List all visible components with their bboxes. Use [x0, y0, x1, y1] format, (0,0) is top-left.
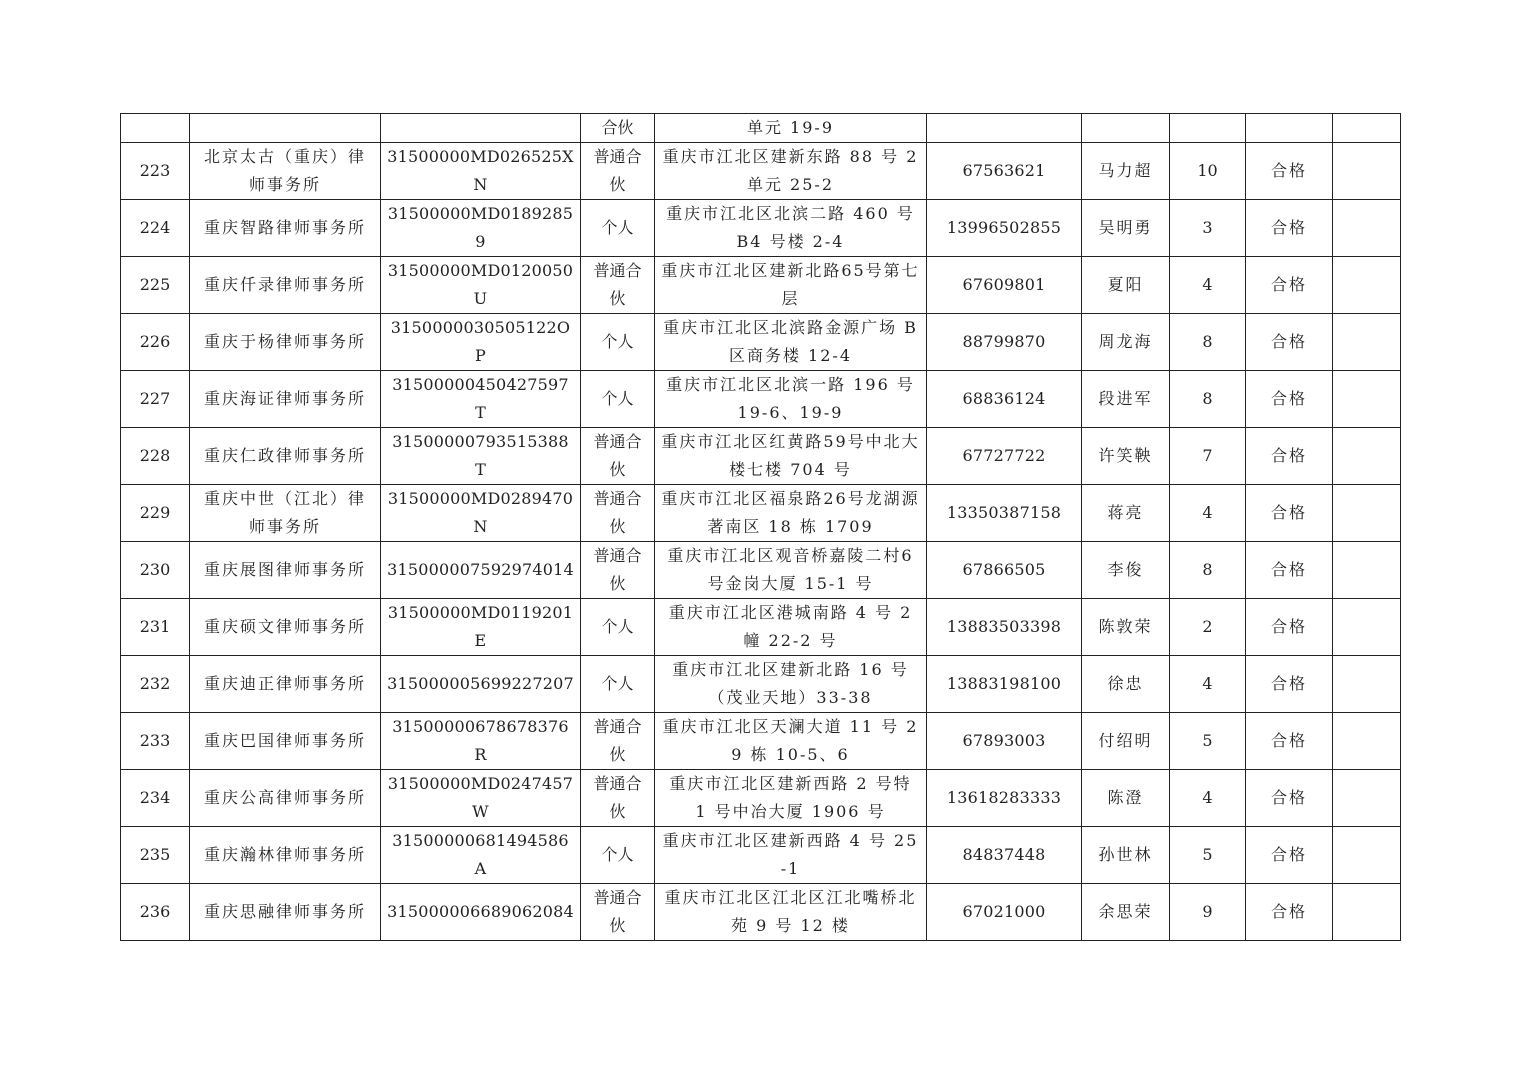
organization-type-cell: 个人 — [581, 371, 655, 428]
head-name-cell: 付绍明 — [1082, 713, 1170, 770]
row-number-cell: 224 — [121, 200, 190, 257]
row-number-cell: 230 — [121, 542, 190, 599]
address-cell: 重庆市江北区福泉路26号龙湖源著南区 18 栋 1709 — [655, 485, 927, 542]
lawyer-count-cell: 8 — [1170, 314, 1246, 371]
head-name-cell: 陈澄 — [1082, 770, 1170, 827]
remarks-cell — [1333, 143, 1401, 200]
remarks-cell — [1333, 770, 1401, 827]
head-name-cell: 李俊 — [1082, 542, 1170, 599]
credit-code-cell: 31500000MD0289470N — [381, 485, 581, 542]
address-cell: 重庆市江北区建新西路 2 号特 1 号中冶大厦 1906 号 — [655, 770, 927, 827]
organization-type-cell: 普通合伙 — [581, 770, 655, 827]
address-cell: 重庆市江北区建新北路 16 号（茂业天地）33-38 — [655, 656, 927, 713]
phone-cell: 13350387158 — [927, 485, 1082, 542]
row-number-cell: 232 — [121, 656, 190, 713]
organization-type-cell: 普通合伙 — [581, 257, 655, 314]
phone-cell: 67609801 — [927, 257, 1082, 314]
head-name-cell: 陈敦荣 — [1082, 599, 1170, 656]
assessment-result-cell — [1246, 114, 1333, 143]
lawyer-count-cell: 4 — [1170, 485, 1246, 542]
credit-code-cell: 31500000450427597T — [381, 371, 581, 428]
head-name-cell: 段进军 — [1082, 371, 1170, 428]
firm-name-cell: 重庆巴国律师事务所 — [190, 713, 381, 770]
row-number-cell: 225 — [121, 257, 190, 314]
organization-type-cell: 个人 — [581, 656, 655, 713]
firm-name-cell: 重庆于杨律师事务所 — [190, 314, 381, 371]
table-row-continued — [121, 114, 1401, 143]
firm-name-cell: 重庆智路律师事务所 — [190, 200, 381, 257]
assessment-result-cell: 合格 — [1246, 314, 1333, 371]
credit-code-cell: 31500000MD0119201E — [381, 599, 581, 656]
row-number-cell: 235 — [121, 827, 190, 884]
firm-name-cell: 重庆仁政律师事务所 — [190, 428, 381, 485]
organization-type-cell: 个人 — [581, 314, 655, 371]
credit-code-cell: 31500000MD0247457W — [381, 770, 581, 827]
table-row — [121, 542, 1401, 599]
head-name-cell: 许笑鞅 — [1082, 428, 1170, 485]
row-number-cell: 233 — [121, 713, 190, 770]
row-number-cell — [121, 114, 190, 143]
row-number-cell: 234 — [121, 770, 190, 827]
address-cell: 重庆市江北区观音桥嘉陵二村6号金岗大厦 15-1 号 — [655, 542, 927, 599]
address-cell: 重庆市江北区北滨一路 196 号 19-6、19-9 — [655, 371, 927, 428]
row-number-cell: 231 — [121, 599, 190, 656]
table-row — [121, 770, 1401, 827]
assessment-result-cell: 合格 — [1246, 428, 1333, 485]
remarks-cell — [1333, 314, 1401, 371]
remarks-cell — [1333, 257, 1401, 314]
credit-code-cell: 31500000678678376R — [381, 713, 581, 770]
assessment-result-cell: 合格 — [1246, 599, 1333, 656]
address-cell: 单元 19-9 — [655, 114, 927, 143]
firm-name-cell: 重庆展图律师事务所 — [190, 542, 381, 599]
lawyer-count-cell: 8 — [1170, 542, 1246, 599]
remarks-cell — [1333, 713, 1401, 770]
table-row — [121, 314, 1401, 371]
firm-name-cell: 重庆海证律师事务所 — [190, 371, 381, 428]
firm-name-cell: 重庆公高律师事务所 — [190, 770, 381, 827]
address-cell: 重庆市江北区港城南路 4 号 2 幢 22-2 号 — [655, 599, 927, 656]
credit-code-cell: 315000007592974014 — [381, 542, 581, 599]
phone-cell: 13996502855 — [927, 200, 1082, 257]
firm-name-cell: 重庆仟录律师事务所 — [190, 257, 381, 314]
address-cell: 重庆市江北区北滨路金源广场 B 区商务楼 12-4 — [655, 314, 927, 371]
credit-code-cell: 31500000681494586A — [381, 827, 581, 884]
phone-cell: 67727722 — [927, 428, 1082, 485]
table-row — [121, 884, 1401, 941]
lawyer-count-cell: 7 — [1170, 428, 1246, 485]
table-row — [121, 485, 1401, 542]
head-name-cell: 周龙海 — [1082, 314, 1170, 371]
remarks-cell — [1333, 485, 1401, 542]
address-cell: 重庆市江北区建新西路 4 号 25-1 — [655, 827, 927, 884]
phone-cell — [927, 114, 1082, 143]
organization-type-cell: 合伙 — [581, 114, 655, 143]
phone-cell: 13883198100 — [927, 656, 1082, 713]
credit-code-cell: 315000006689062084 — [381, 884, 581, 941]
table-row — [121, 143, 1401, 200]
phone-cell: 88799870 — [927, 314, 1082, 371]
head-name-cell — [1082, 114, 1170, 143]
address-cell: 重庆市江北区建新北路65号第七层 — [655, 257, 927, 314]
assessment-result-cell: 合格 — [1246, 770, 1333, 827]
lawyer-count-cell — [1170, 114, 1246, 143]
lawyer-count-cell: 2 — [1170, 599, 1246, 656]
lawyer-count-cell: 4 — [1170, 656, 1246, 713]
remarks-cell — [1333, 200, 1401, 257]
assessment-result-cell: 合格 — [1246, 371, 1333, 428]
assessment-result-cell: 合格 — [1246, 884, 1333, 941]
remarks-cell — [1333, 542, 1401, 599]
credit-code-cell: 31500000MD01892859 — [381, 200, 581, 257]
address-cell: 重庆市江北区江北区江北嘴桥北苑 9 号 12 楼 — [655, 884, 927, 941]
credit-code-cell: 31500000MD026525XN — [381, 143, 581, 200]
remarks-cell — [1333, 827, 1401, 884]
row-number-cell: 226 — [121, 314, 190, 371]
row-number-cell: 228 — [121, 428, 190, 485]
phone-cell: 67021000 — [927, 884, 1082, 941]
phone-cell: 13883503398 — [927, 599, 1082, 656]
firm-name-cell: 重庆迪正律师事务所 — [190, 656, 381, 713]
head-name-cell: 余思荣 — [1082, 884, 1170, 941]
row-number-cell: 223 — [121, 143, 190, 200]
head-name-cell: 马力超 — [1082, 143, 1170, 200]
phone-cell: 67563621 — [927, 143, 1082, 200]
row-number-cell: 229 — [121, 485, 190, 542]
table-row — [121, 428, 1401, 485]
phone-cell: 13618283333 — [927, 770, 1082, 827]
row-number-cell: 227 — [121, 371, 190, 428]
lawyer-count-cell: 4 — [1170, 770, 1246, 827]
phone-cell: 67866505 — [927, 542, 1082, 599]
address-cell: 重庆市江北区天澜大道 11 号 29 栋 10-5、6 — [655, 713, 927, 770]
assessment-result-cell: 合格 — [1246, 200, 1333, 257]
lawyer-count-cell: 10 — [1170, 143, 1246, 200]
lawyer-count-cell: 8 — [1170, 371, 1246, 428]
address-cell: 重庆市江北区北滨二路 460 号 B4 号楼 2-4 — [655, 200, 927, 257]
table-row — [121, 713, 1401, 770]
remarks-cell — [1333, 599, 1401, 656]
organization-type-cell: 个人 — [581, 200, 655, 257]
remarks-cell — [1333, 656, 1401, 713]
firm-name-cell: 重庆瀚林律师事务所 — [190, 827, 381, 884]
remarks-cell — [1333, 371, 1401, 428]
lawyer-count-cell: 5 — [1170, 827, 1246, 884]
assessment-result-cell: 合格 — [1246, 257, 1333, 314]
assessment-result-cell: 合格 — [1246, 542, 1333, 599]
table-row — [121, 200, 1401, 257]
credit-code-cell: 31500000793515388T — [381, 428, 581, 485]
credit-code-cell: 3150000030505122OP — [381, 314, 581, 371]
address-cell: 重庆市江北区红黄路59号中北大楼七楼 704 号 — [655, 428, 927, 485]
head-name-cell: 徐忠 — [1082, 656, 1170, 713]
table-row — [121, 656, 1401, 713]
firm-name-cell: 重庆硕文律师事务所 — [190, 599, 381, 656]
phone-cell: 67893003 — [927, 713, 1082, 770]
organization-type-cell: 普通合伙 — [581, 713, 655, 770]
head-name-cell: 蒋亮 — [1082, 485, 1170, 542]
remarks-cell — [1333, 428, 1401, 485]
address-cell: 重庆市江北区建新东路 88 号 2 单元 25-2 — [655, 143, 927, 200]
remarks-cell — [1333, 114, 1401, 143]
head-name-cell: 吴明勇 — [1082, 200, 1170, 257]
assessment-result-cell: 合格 — [1246, 143, 1333, 200]
organization-type-cell: 普通合伙 — [581, 884, 655, 941]
firm-name-cell — [190, 114, 381, 143]
organization-type-cell: 个人 — [581, 599, 655, 656]
organization-type-cell: 普通合伙 — [581, 542, 655, 599]
assessment-result-cell: 合格 — [1246, 827, 1333, 884]
lawyer-count-cell: 9 — [1170, 884, 1246, 941]
table-body — [121, 114, 1401, 941]
organization-type-cell: 普通合伙 — [581, 428, 655, 485]
assessment-result-cell: 合格 — [1246, 713, 1333, 770]
firm-name-cell: 重庆中世（江北）律师事务所 — [190, 485, 381, 542]
credit-code-cell — [381, 114, 581, 143]
credit-code-cell: 31500000MD0120050U — [381, 257, 581, 314]
remarks-cell — [1333, 884, 1401, 941]
firm-name-cell: 重庆思融律师事务所 — [190, 884, 381, 941]
table-row — [121, 257, 1401, 314]
organization-type-cell: 个人 — [581, 827, 655, 884]
phone-cell: 68836124 — [927, 371, 1082, 428]
organization-type-cell: 普通合伙 — [581, 485, 655, 542]
table-row — [121, 371, 1401, 428]
assessment-result-cell: 合格 — [1246, 656, 1333, 713]
firm-name-cell: 北京太古（重庆）律师事务所 — [190, 143, 381, 200]
credit-code-cell: 315000005699227207 — [381, 656, 581, 713]
lawyer-count-cell: 3 — [1170, 200, 1246, 257]
head-name-cell: 夏阳 — [1082, 257, 1170, 314]
assessment-result-cell: 合格 — [1246, 485, 1333, 542]
lawyer-count-cell: 5 — [1170, 713, 1246, 770]
table-row — [121, 827, 1401, 884]
row-number-cell: 236 — [121, 884, 190, 941]
lawyer-count-cell: 4 — [1170, 257, 1246, 314]
table-row — [121, 599, 1401, 656]
phone-cell: 84837448 — [927, 827, 1082, 884]
law-firm-registry-table — [120, 113, 1401, 941]
organization-type-cell: 普通合伙 — [581, 143, 655, 200]
head-name-cell: 孙世林 — [1082, 827, 1170, 884]
